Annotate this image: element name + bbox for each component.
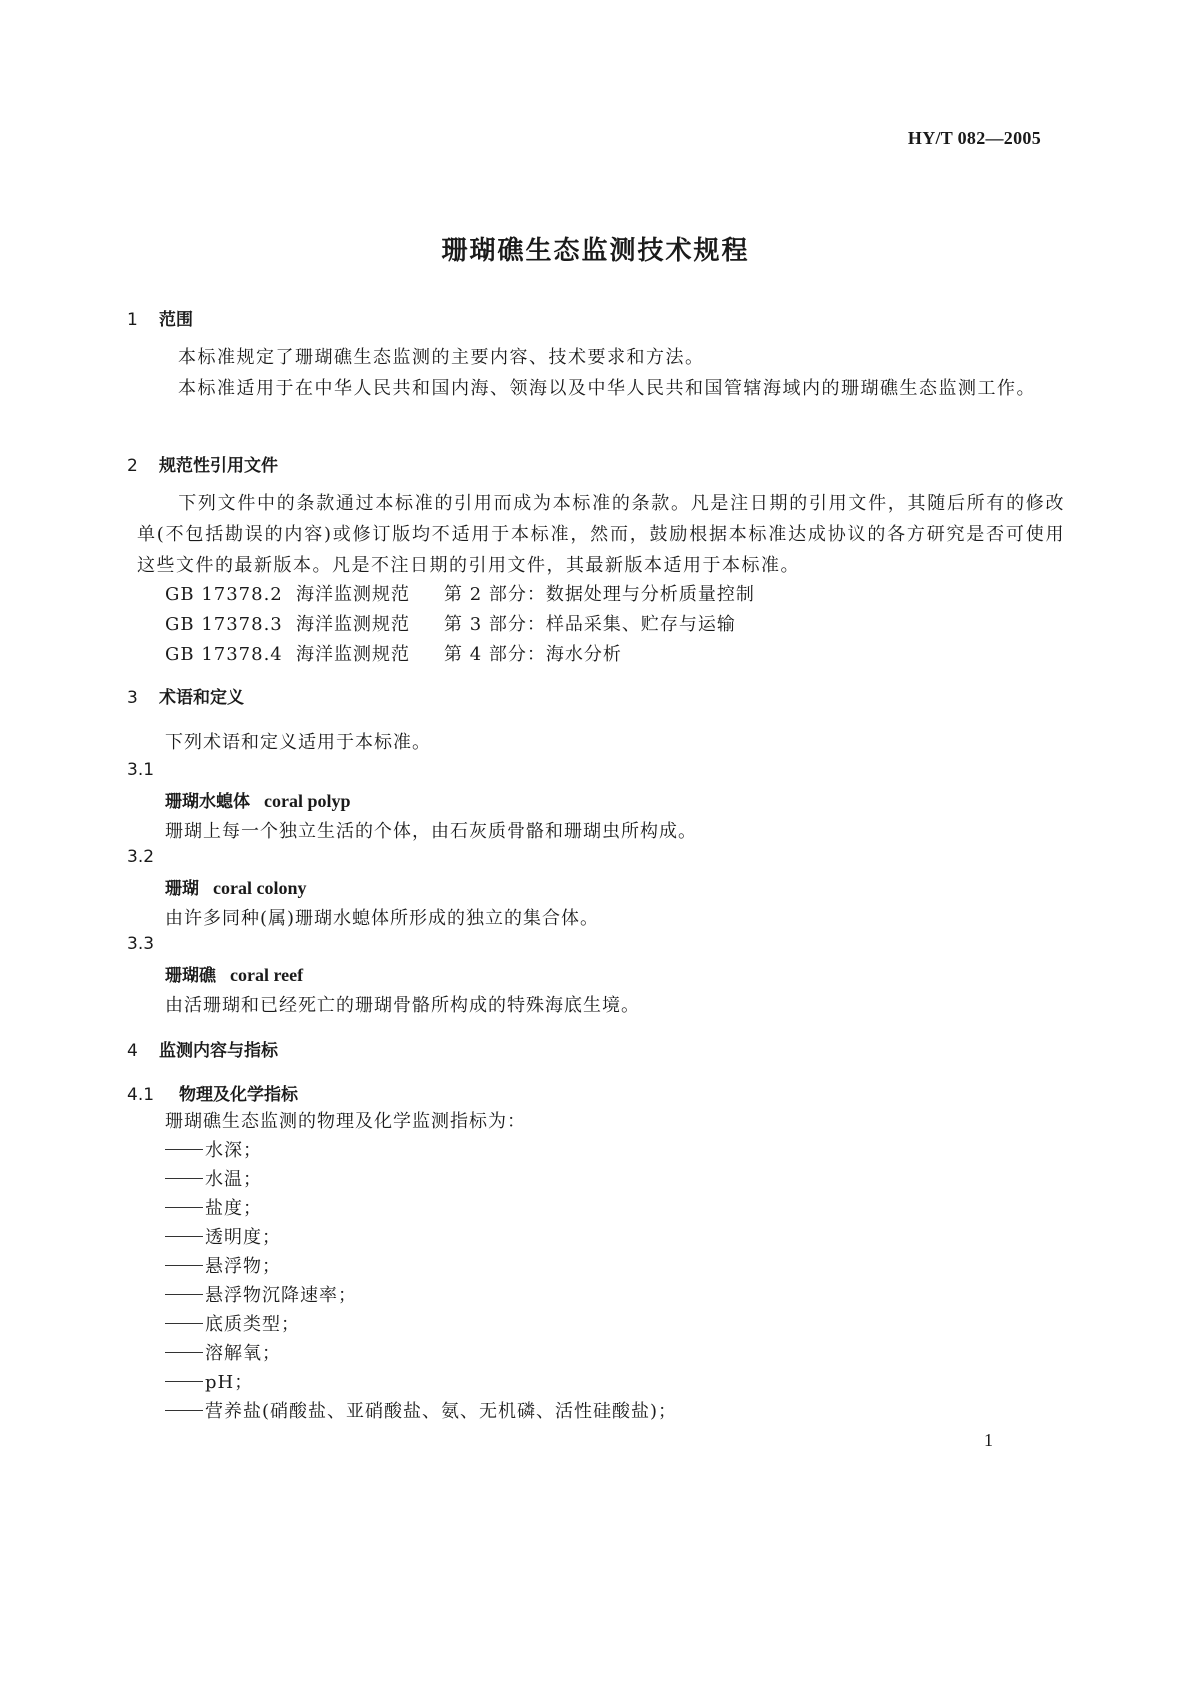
dash-icon xyxy=(165,1294,203,1295)
section-number: 4 xyxy=(127,1041,138,1061)
dash-icon xyxy=(165,1236,203,1237)
list-item-text: 盐度； xyxy=(205,1198,262,1219)
list-item-text: pH； xyxy=(205,1372,254,1393)
reference-part: 第 3 部分：样品采集、贮存与运输 xyxy=(444,614,736,635)
term-definition: 由活珊瑚和已经死亡的珊瑚骨骼所构成的特殊海底生境。 xyxy=(165,995,640,1016)
section-2-paragraph xyxy=(137,488,1065,581)
term-chinese: 珊瑚 xyxy=(165,879,199,899)
paragraph-text: 本标准适用于在中华人民共和国内海、领海以及中华人民共和国管辖海域内的珊瑚礁生态监测工作。 xyxy=(178,378,1036,399)
subsection-number: 4.1 xyxy=(127,1085,155,1105)
section-1-paragraph-2 xyxy=(137,373,1065,404)
term-english: coral reef xyxy=(230,965,304,985)
dash-icon xyxy=(165,1207,203,1208)
section-1-heading xyxy=(127,305,193,330)
list-item-text: 底质类型； xyxy=(205,1314,300,1335)
section-1-paragraph-1 xyxy=(137,342,1065,373)
reference-part: 第 2 部分：数据处理与分析质量控制 xyxy=(444,584,755,605)
term-english: coral colony xyxy=(213,878,307,898)
reference-title: 海洋监测规范 xyxy=(296,584,410,605)
section-2-heading xyxy=(127,451,278,476)
section-number: 2 xyxy=(127,456,138,476)
section-3-intro: 下列术语和定义适用于本标准。 xyxy=(165,732,431,753)
dash-icon xyxy=(165,1323,203,1324)
list-item xyxy=(165,1223,281,1249)
section-title: 规范性引用文件 xyxy=(159,456,278,476)
reference-item xyxy=(165,610,736,636)
reference-title: 海洋监测规范 xyxy=(296,644,410,665)
section-number: 1 xyxy=(127,310,138,330)
term-definition: 珊瑚上每一个独立生活的个体，由石灰质骨骼和珊瑚虫所构成。 xyxy=(165,821,697,842)
list-item xyxy=(165,1194,262,1220)
term-english: coral polyp xyxy=(264,791,351,811)
subsection-intro: 珊瑚礁生态监测的物理及化学监测指标为： xyxy=(165,1111,526,1132)
term-chinese: 珊瑚礁 xyxy=(165,966,216,986)
section-3-heading xyxy=(127,683,244,708)
dash-icon xyxy=(165,1352,203,1353)
term-number: 3.3 xyxy=(127,934,155,954)
term-heading xyxy=(165,874,306,899)
reference-part: 第 4 部分：海水分析 xyxy=(444,644,622,665)
list-item xyxy=(165,1368,253,1394)
list-item xyxy=(165,1281,357,1307)
list-item-text: 水深； xyxy=(205,1140,262,1161)
standard-code: HY/T 082—2005 xyxy=(907,128,1041,148)
list-item-text: 透明度； xyxy=(205,1227,281,1248)
term-chinese: 珊瑚水螅体 xyxy=(165,792,250,812)
dash-icon xyxy=(165,1178,203,1179)
subsection-title: 物理及化学指标 xyxy=(179,1085,298,1105)
reference-title: 海洋监测规范 xyxy=(296,614,410,635)
reference-code: GB 17378.4 xyxy=(165,644,283,665)
reference-code: GB 17378.2 xyxy=(165,584,283,605)
document-title: 珊瑚礁生态监测技术规程 xyxy=(441,236,750,266)
dash-icon xyxy=(165,1149,203,1150)
list-item xyxy=(165,1136,262,1162)
list-item xyxy=(165,1397,677,1423)
dash-icon xyxy=(165,1410,203,1411)
term-heading xyxy=(165,787,351,812)
reference-item xyxy=(165,580,755,606)
term-heading xyxy=(165,961,303,986)
subsection-4-1-heading xyxy=(127,1080,298,1105)
list-item-text: 悬浮物沉降速率； xyxy=(205,1285,357,1306)
section-title: 监测内容与指标 xyxy=(159,1041,278,1061)
paragraph-text: 下列文件中的条款通过本标准的引用而成为本标准的条款。凡是注日期的引用文件，其随后所有的修改单(不包括勘误的内容)或修订版均不适用于本标准，然而，鼓励根据本标准达成协议的各方研究是否可使用这些文件的最新版本。凡是不注日期的引用文件，其最新版本适用于本标准。 xyxy=(137,493,1065,576)
section-number: 3 xyxy=(127,688,138,708)
list-item xyxy=(165,1339,281,1365)
list-item-text: 悬浮物； xyxy=(205,1256,281,1277)
reference-code: GB 17378.3 xyxy=(165,614,283,635)
paragraph-text: 本标准规定了珊瑚礁生态监测的主要内容、技术要求和方法。 xyxy=(178,347,705,368)
term-number: 3.1 xyxy=(127,760,155,780)
reference-item xyxy=(165,640,622,666)
section-4-heading xyxy=(127,1036,278,1061)
section-title: 术语和定义 xyxy=(159,688,244,708)
list-item-text: 溶解氧； xyxy=(205,1343,281,1364)
term-definition: 由许多同种(属)珊瑚水螅体所形成的独立的集合体。 xyxy=(165,908,600,929)
list-item xyxy=(165,1165,262,1191)
term-number: 3.2 xyxy=(127,847,155,867)
list-item xyxy=(165,1310,300,1336)
section-title: 范围 xyxy=(159,310,193,330)
dash-icon xyxy=(165,1265,203,1266)
dash-icon xyxy=(165,1381,203,1382)
list-item-text: 营养盐(硝酸盐、亚硝酸盐、氨、无机磷、活性硅酸盐)； xyxy=(205,1401,678,1422)
list-item xyxy=(165,1252,281,1278)
list-item-text: 水温； xyxy=(205,1169,262,1190)
page-number: 1 xyxy=(984,1430,993,1450)
